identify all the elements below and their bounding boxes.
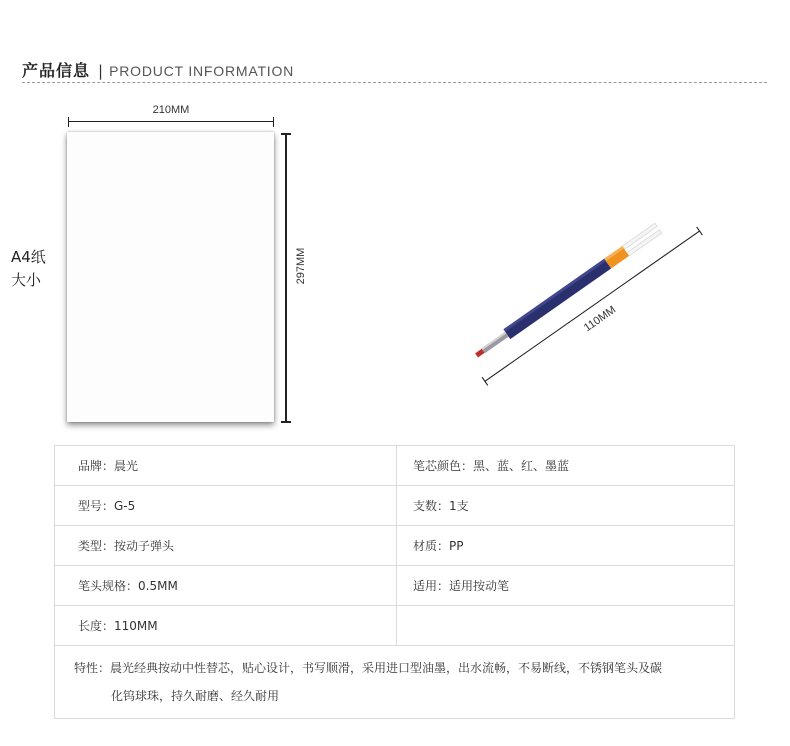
- pen-refill-illustration: [440, 190, 710, 400]
- section-title-en: PRODUCT INFORMATION: [109, 63, 295, 79]
- refill-length-label: 110MM: [581, 303, 619, 335]
- table-row: [55, 446, 735, 486]
- a4-size-label: [11, 246, 46, 292]
- refill-metal-tip: [481, 332, 508, 354]
- height-dimension-label: 297MM: [295, 247, 307, 285]
- section-header: [22, 58, 294, 80]
- title-separator: |: [98, 62, 104, 80]
- spec-material: 材质：PP: [397, 526, 735, 566]
- refill-dimension-line: [485, 231, 700, 381]
- a4-size-label-line2: 大小: [11, 271, 42, 289]
- spec-features: [55, 646, 735, 719]
- spec-type: 类型：按动子弹头: [55, 526, 397, 566]
- spec-length: 长度：110MM: [55, 606, 397, 646]
- height-dimension-line: [285, 133, 287, 423]
- table-row: [55, 486, 735, 526]
- spec-brand: 品牌：晨光: [55, 446, 397, 486]
- table-row: [55, 566, 735, 606]
- table-row: [55, 606, 735, 646]
- section-title-cn: 产品信息: [22, 61, 91, 80]
- table-row: [55, 646, 735, 719]
- spec-model: 型号：G-5: [55, 486, 397, 526]
- spec-applicable: 适用：适用按动笔: [397, 566, 735, 606]
- width-dimension-line: [68, 121, 274, 122]
- spec-tip-size: 笔头规格：0.5MM: [55, 566, 397, 606]
- width-dimension-label: 210MM: [152, 104, 190, 116]
- table-row: [55, 526, 735, 566]
- spec-quantity: 支数：1支: [397, 486, 735, 526]
- a4-size-label-line1: A4纸: [11, 248, 46, 266]
- dashed-divider: [22, 82, 767, 83]
- spec-refill-colors: 笔芯颜色：黑、蓝、红、墨蓝: [397, 446, 735, 486]
- features-line-1: 特性：晨光经典按动中性替芯，贴心设计，书写顺滑，采用进口型油墨，出水流畅，不易断线，不锈钢笔头及碳: [74, 661, 663, 675]
- a4-paper-illustration: [67, 132, 274, 422]
- spec-empty-cell: [397, 606, 735, 646]
- spec-table: [54, 445, 735, 719]
- features-line-2: 化钨球珠，持久耐磨、经久耐用: [111, 689, 280, 703]
